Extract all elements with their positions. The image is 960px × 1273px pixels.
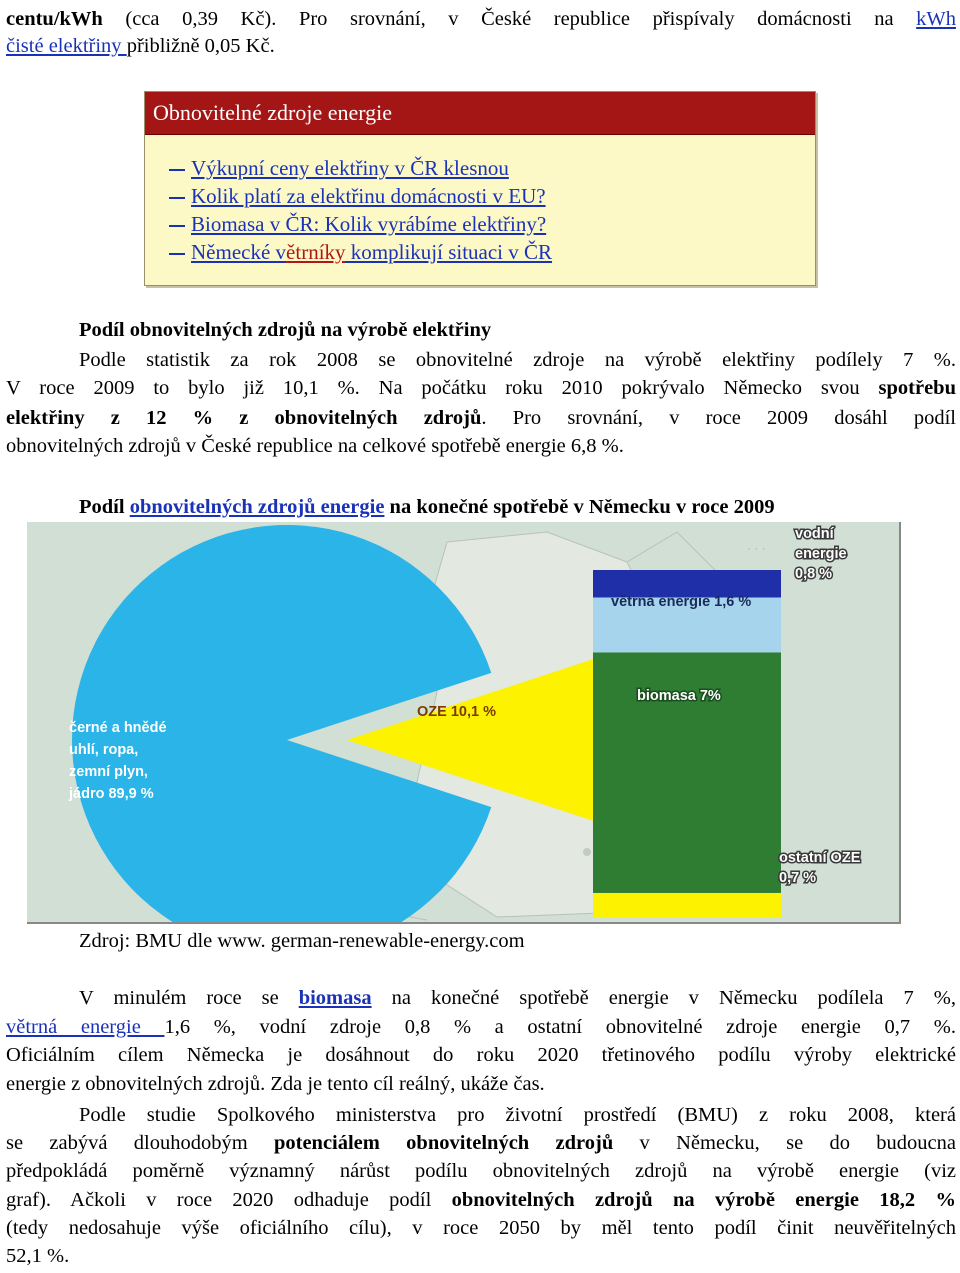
bar-label: větrná energie 1,6 %: [611, 594, 752, 610]
bar-label: energie: [795, 546, 847, 562]
dash-icon: [169, 197, 185, 199]
figure-source: Zdroj: BMU dle www. german-renewable-energy.com: [79, 930, 525, 952]
figure-heading: [79, 494, 939, 520]
related-article-link[interactable]: [169, 210, 546, 238]
bar-label: 0,7 %: [779, 870, 817, 886]
pie-label-fossil: černé a hnědé: [69, 720, 167, 736]
link-text[interactable]: Výkupní ceny elektřiny v ČR klesnou: [191, 156, 509, 180]
text: přibližně 0,05 Kč.: [126, 35, 275, 57]
paragraph-line: [6, 33, 956, 59]
svg-text:· · ·: · · ·: [747, 541, 766, 555]
paragraph-line: obnovitelných zdrojů v České republice na celkové spotřebě energie 6,8 %.: [6, 435, 624, 457]
bar-label: vodní: [795, 526, 834, 542]
bold-text: obnovitelných zdrojů na výrobě energie 18,2 %: [451, 1189, 956, 1211]
paragraph-line: 52,1 %.: [6, 1245, 70, 1267]
renewables-link[interactable]: obnovitelných zdrojů energie: [129, 496, 385, 518]
text: graf). Ačkoli v roce 2020 odhaduje podíl: [6, 1189, 452, 1211]
kwh-link[interactable]: kWh: [916, 8, 956, 30]
link-text[interactable]: Německé v: [191, 240, 287, 264]
paragraph-line: [6, 1014, 956, 1040]
paragraph-line: Oficiálním cílem Německa je dosáhnout do roku 2020 třetinového podílu výroby elektrické: [6, 1044, 956, 1066]
paragraph-line: [6, 1130, 956, 1156]
link-text[interactable]: Biomasa v ČR: Kolik vyrábíme elektřiny?: [191, 212, 547, 236]
bold-text: elektřiny z 12 % z obnovitelných zdrojů: [6, 407, 482, 429]
bar-label: biomasa 7%: [637, 688, 721, 704]
related-article-link[interactable]: [169, 182, 546, 210]
paragraph-line: předpokládá poměrně významný nárůst podílu obnovitelných zdrojů na výrobě energie (viz: [6, 1160, 956, 1182]
related-article-link[interactable]: [169, 154, 509, 182]
bold-text: centu/kWh: [6, 8, 103, 30]
bar-segment: [593, 893, 781, 917]
pie-label-fossil: uhlí, ropa,: [69, 742, 139, 758]
related-article-link[interactable]: [169, 238, 552, 266]
paragraph-line: [79, 985, 956, 1011]
paragraph-line: energie z obnovitelných zdrojů. Zda je tento cíl reálný, ukáže čas.: [6, 1073, 545, 1095]
dash-icon: [169, 169, 185, 171]
text: v Německu, se do budoucna: [613, 1132, 957, 1154]
dash-icon: [169, 225, 185, 227]
paragraph-line: [6, 375, 956, 401]
stacked-bar: [593, 570, 781, 917]
text: Podíl: [79, 496, 130, 518]
text: V roce 2009 to bylo již 10,1 %. Na počátku roku 2010 pokrývalo Německo svou: [6, 377, 879, 399]
related-articles-box: [144, 91, 816, 286]
biomass-link[interactable]: biomasa: [298, 987, 372, 1009]
energy-share-chart: [27, 522, 901, 924]
paragraph-line: [6, 405, 956, 431]
text: . Pro srovnání, v roce 2009 dosáhl podíl: [481, 407, 957, 429]
clean-electricity-link[interactable]: čisté elektřiny: [6, 35, 127, 57]
bold-text: potenciálem obnovitelných zdrojů: [273, 1132, 614, 1154]
pie-label-fossil: zemní plyn,: [69, 764, 148, 780]
link-text[interactable]: ětrníky: [286, 240, 346, 264]
section-heading: Podíl obnovitelných zdrojů na výrobě elektřiny: [79, 319, 492, 341]
paragraph-line: (tedy nedosahuje výše oficiálního cílu), v roce 2050 by měl tento podíl činit neuvěřitelných: [6, 1217, 956, 1239]
paragraph-line: [6, 6, 956, 32]
pie-label-renewables: OZE 10,1 %: [417, 704, 496, 720]
text: na konečné spotřebě energie v Německu podílela 7 %,: [371, 987, 956, 1009]
text: na konečné spotřebě v Německu v roce 2009: [384, 496, 775, 518]
bar-label: ostatní OZE: [779, 850, 861, 866]
text: 1,6 %, vodní zdroje 0,8 % a ostatní obnovitelné zdroje energie 0,7 %.: [164, 1016, 956, 1038]
paragraph-line: [6, 1187, 956, 1213]
paragraph-line: Podle studie Spolkového ministerstva pro životní prostředí (BMU) z roku 2008, která: [79, 1104, 956, 1126]
chart-svg: [27, 522, 899, 922]
text: (cca 0,39 Kč). Pro srovnání, v České republice přispívaly domácnosti na: [102, 8, 917, 30]
text: V minulém roce se: [79, 987, 299, 1009]
pie-label-fossil: jádro 89,9 %: [69, 786, 154, 802]
link-text[interactable]: komplikují situaci v ČR: [345, 240, 553, 264]
link-text[interactable]: Kolik platí za elektřinu domácnosti v EU?: [191, 184, 546, 208]
bar-label: 0,8 %: [795, 566, 833, 582]
dash-icon: [169, 253, 185, 255]
text: se zabývá dlouhodobým: [6, 1132, 274, 1154]
paragraph-line: Podle statistik za rok 2008 se obnovitelné zdroje na výrobě elektřiny podílely 7 %.: [79, 349, 956, 371]
wind-energy-link[interactable]: větrná energie: [6, 1016, 165, 1038]
bold-text: spotřebu: [878, 377, 956, 399]
related-articles-title: Obnovitelné zdroje energie: [145, 92, 815, 135]
